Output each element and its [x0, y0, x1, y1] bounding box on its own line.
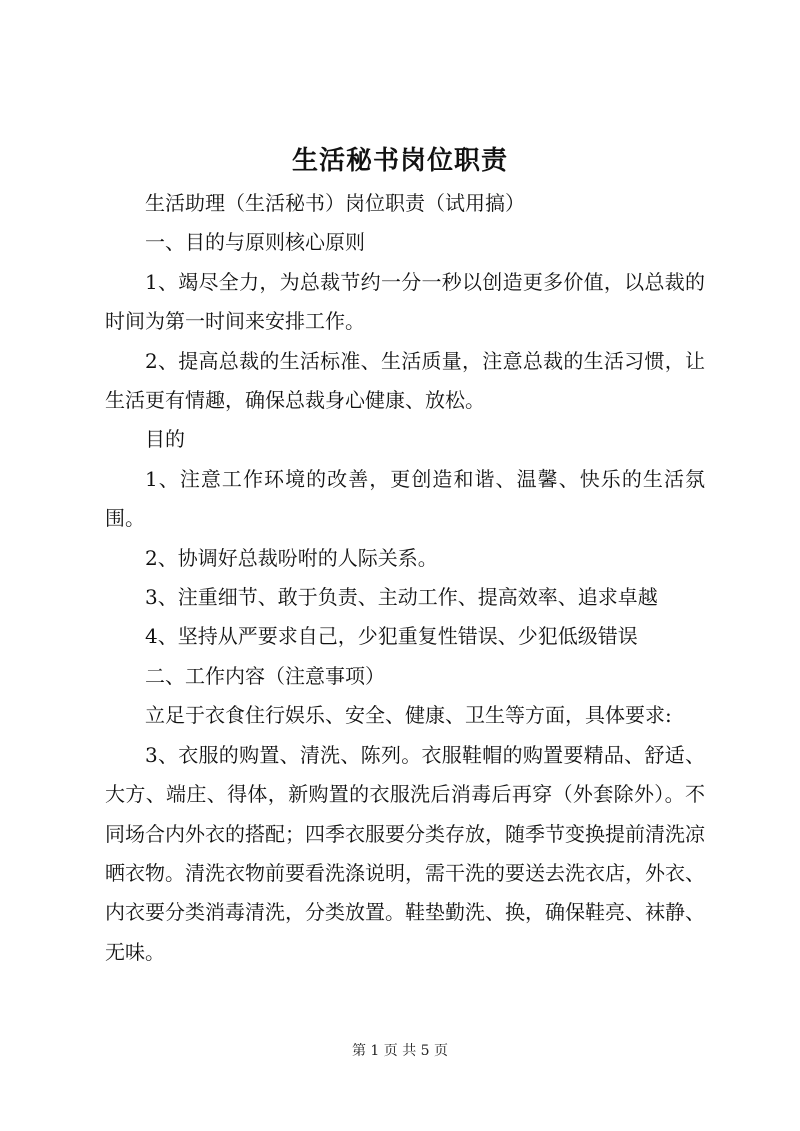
paragraph-section-heading: 一、目的与原则核心原则	[145, 230, 365, 255]
paragraph: 2、提高总裁的生活标准、生活质量，注意总裁的生活习惯，让生活更有情趣，确保总裁身心健康、放松。	[105, 348, 705, 413]
document-body	[105, 184, 705, 972]
paragraph-subtitle: 生活助理（生活秘书）岗位职责（试用搞）	[145, 191, 525, 215]
paragraph-subheading: 目的	[145, 427, 185, 452]
paragraph-section-heading: 二、工作内容（注意事项）	[145, 663, 385, 688]
paragraph: 2、协调好总裁吩咐的人际关系。	[145, 545, 438, 570]
paragraph: 4、坚持从严要求自己，少犯重复性错误、少犯低级错误	[145, 624, 638, 649]
paragraph: 3、注重细节、敢于负责、主动工作、提高效率、追求卓越	[145, 585, 658, 610]
paragraph: 3、衣服的购置、清洗、陈列。衣服鞋帽的购置要精品、舒适、大方、端庄、得体，新购置的衣服洗后消毒后再穿（外套除外）。不同场合内外衣的搭配；四季衣服要分类存放，随季节变换提前清洗凉晒衣物。清洗衣物前要看洗涤说明，需干洗的要送去洗衣店，外衣、内衣要分类消毒清洗，分类放置。鞋垫勤洗、换，确保鞋亮、袜静、无味。	[105, 742, 705, 964]
paragraph: 1、注意工作环境的改善，更创造和谐、温馨、快乐的生活氛围。	[105, 466, 705, 531]
page-footer: 第 1 页 共 5 页	[351, 1043, 449, 1059]
document-title: 生活秘书岗位职责	[291, 146, 508, 176]
paragraph: 立足于衣食住行娱乐、安全、健康、卫生等方面，具体要求:	[145, 703, 672, 728]
paragraph: 1、竭尽全力，为总裁节约一分一秒以创造更多价值，以总裁的时间为第一时间来安排工作。	[105, 269, 705, 334]
